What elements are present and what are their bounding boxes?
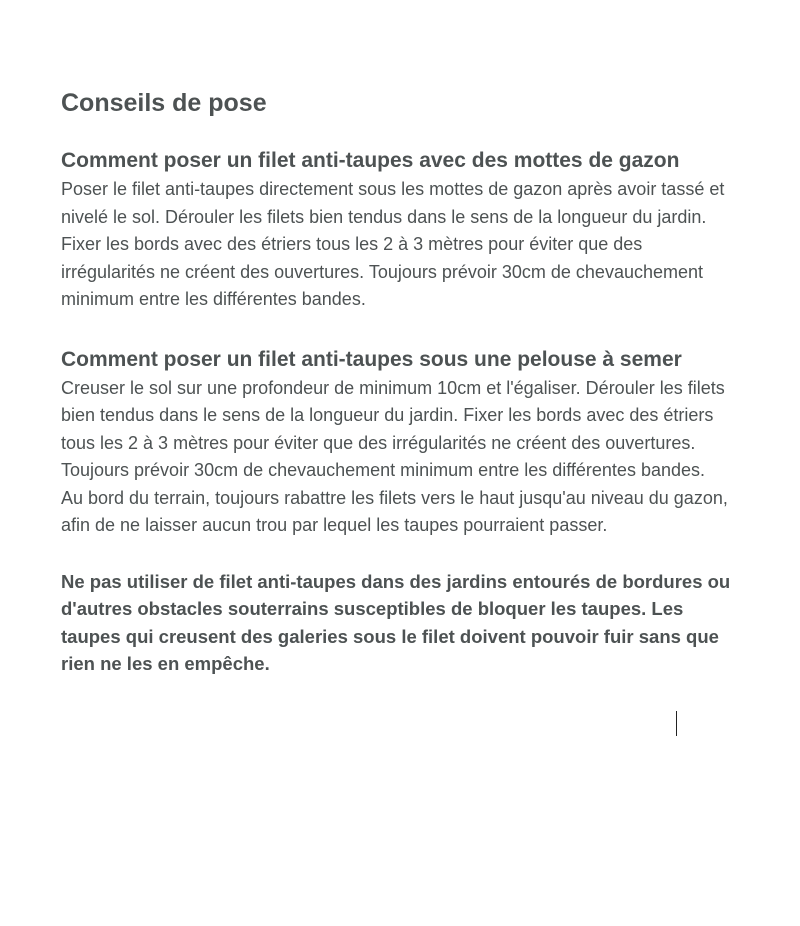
section-paragraph: Au bord du terrain, toujours rabattre les filets vers le haut jusqu'au niveau du gazon, afin de ne laisser aucun trou par lequel les taupes pourraient passer. bbox=[61, 487, 728, 535]
section-heading: Comment poser un filet anti-taupes avec des mottes de gazon bbox=[61, 149, 680, 172]
warning-note: Ne pas utiliser de filet anti-taupes dans des jardins entourés de bordures ou d'autres obstacles souterrains susceptibles de bloquer les taupes. Les taupes qui creusent des galeries sous le filet doivent pouvoir fuir sans que rien ne les en empêche. bbox=[61, 570, 731, 674]
page-title: Conseils de pose bbox=[61, 89, 267, 117]
section-pelouse-a-semer bbox=[61, 344, 733, 540]
section-mottes-de-gazon bbox=[61, 145, 733, 314]
section-heading: Comment poser un filet anti-taupes sous une pelouse à semer bbox=[61, 347, 682, 371]
text-cursor bbox=[676, 711, 677, 736]
section-paragraph: Poser le filet anti-taupes directement sous les mottes de gazon après avoir tassé et nivelé le sol. Dérouler les filets bien tendus dans le sens de la longueur du jardin. Fixer les bords avec des étriers tous les 2 à 3 mètres pour éviter que des irrégularités ne créent des ouvertures. Toujours prévoir 30cm de chevauchement minimum entre les différentes bandes. bbox=[61, 179, 725, 309]
article-content bbox=[61, 86, 733, 678]
section-paragraph: Creuser le sol sur une profondeur de minimum 10cm et l'égaliser. Dérouler les filets bien tendus dans le sens de la longueur du jardin. Fixer les bords avec des étriers tous les 2 à 3 mètres pour éviter que des irrégularités ne créent des ouvertures. Toujours prévoir 30cm de chevauchement minimum entre les différentes bandes. bbox=[61, 377, 725, 480]
